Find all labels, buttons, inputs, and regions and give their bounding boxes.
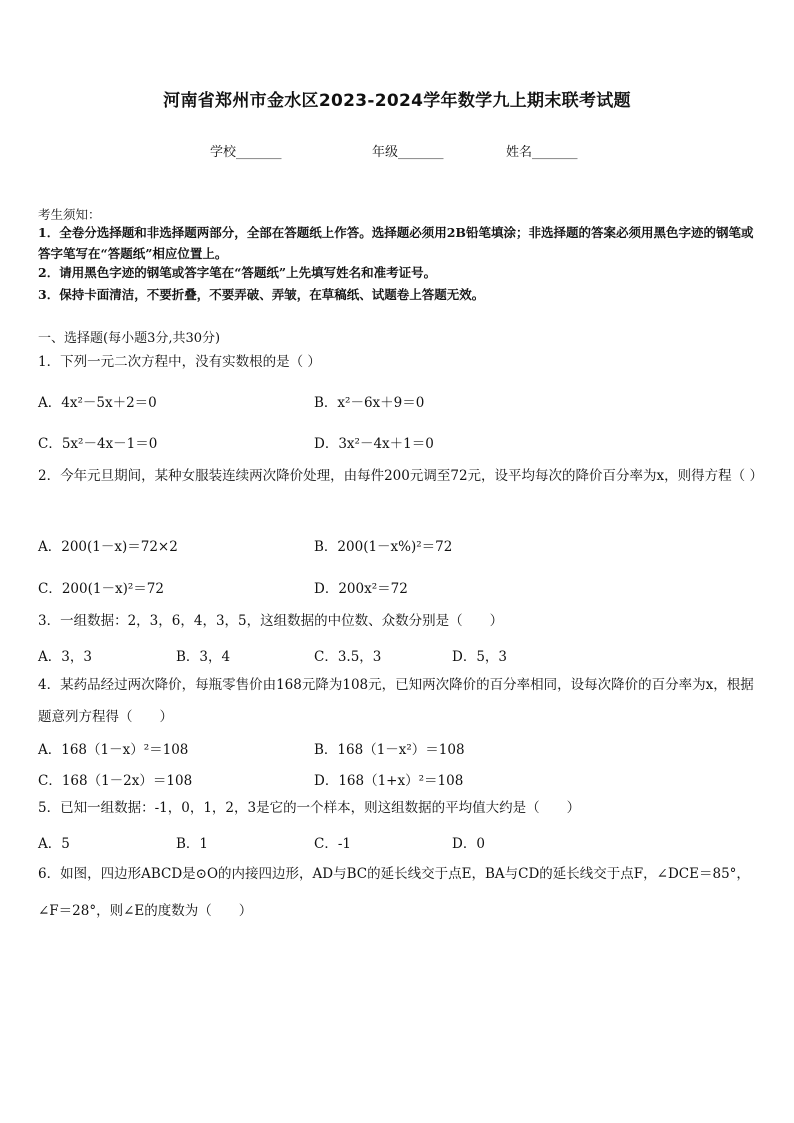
- question-2-option-b: B．200(1－x%)²＝72: [314, 539, 453, 555]
- question-3-option-a: A．3，3: [38, 649, 92, 665]
- notice-item-2: 2．请用黑色字迹的钢笔或答字笔在“答题纸”上先填写姓名和准考证号。: [38, 265, 437, 280]
- question-1-option-a: A．4x²－5x＋2＝0: [38, 395, 157, 411]
- question-5-option-b: B．1: [176, 836, 209, 852]
- question-2-option-a: A．200(1－x)＝72×2: [38, 539, 178, 555]
- question-2-option-d: D．200x²＝72: [314, 581, 408, 597]
- question-1-option-c: C．5x²－4x－1＝0: [38, 436, 158, 452]
- question-6-stem: 6．如图，四边形ABCD是⊙O的内接四边形，AD与BC的延长线交于点E，BA与CD的延长线交于点F，∠DCE＝85°，∠F＝28°，则∠E的度数为（ ）: [38, 866, 750, 919]
- question-3-option-c: C．3.5，3: [314, 649, 382, 665]
- question-4-stem: 4．某药品经过两次降价，每瓶零售价由168元降为108元，已知两次降价的百分率相同，设每次降价的百分率为x，根据题意列方程得（ ）: [38, 677, 754, 725]
- question-4-option-d: D．168（1+x）²＝108: [314, 773, 464, 789]
- question-2-option-c: C．200(1－x)²＝72: [38, 581, 164, 597]
- question-3-stem: 3．一组数据：2，3，6，4，3，5，这组数据的中位数、众数分别是（ ）: [38, 613, 504, 629]
- question-4-option-a: A．168（1－x）²＝108: [38, 742, 189, 758]
- question-4-option-c: C．168（1－2x）＝108: [38, 773, 193, 789]
- question-5-stem: 5．已知一组数据：-1，0，1，2，3是它的一个样本，则这组数据的平均值大约是（ ）: [38, 800, 581, 816]
- question-1-option-d: D．3x²－4x＋1＝0: [314, 436, 434, 452]
- notice-heading: 考生须知：: [38, 207, 101, 222]
- grade-field: 年级_______: [372, 145, 444, 160]
- question-3-option-b: B．3，4: [176, 649, 231, 665]
- question-1-option-b: B．x²－6x＋9＝0: [314, 395, 425, 411]
- question-5-option-c: C．-1: [314, 836, 351, 852]
- question-5-option-a: A．5: [38, 836, 70, 852]
- question-3-option-d: D．5，3: [452, 649, 508, 665]
- question-5-option-d: D．0: [452, 836, 485, 852]
- question-4-option-b: B．168（1－x²）＝108: [314, 742, 465, 758]
- page-title: 河南省郑州市金水区2023-2024学年数学九上期末联考试题: [163, 91, 631, 111]
- name-field: 姓名_______: [506, 145, 578, 160]
- school-field: 学校_______: [210, 145, 282, 160]
- notice-item-1: 1．全卷分选择题和非选择题两部分，全部在答题纸上作答。选择题必须用2B铅笔填涂；非选择题的答案必须用黑色字迹的钢笔或答字笔写在“答题纸”相应位置上。: [38, 225, 754, 261]
- question-1-stem: 1．下列一元二次方程中，没有实数根的是（ ）: [38, 354, 321, 370]
- notice-item-3: 3．保持卡面清洁，不要折叠，不要弄破、弄皱，在草稿纸、试题卷上答题无效。: [38, 287, 485, 302]
- question-2-stem: 2．今年元旦期间，某种女服装连续两次降价处理，由每件200元调至72元，设平均每次的降价百分率为x，则得方程（ ）: [38, 468, 763, 484]
- section-title: 一、选择题(每小题3分,共30分): [38, 331, 221, 346]
